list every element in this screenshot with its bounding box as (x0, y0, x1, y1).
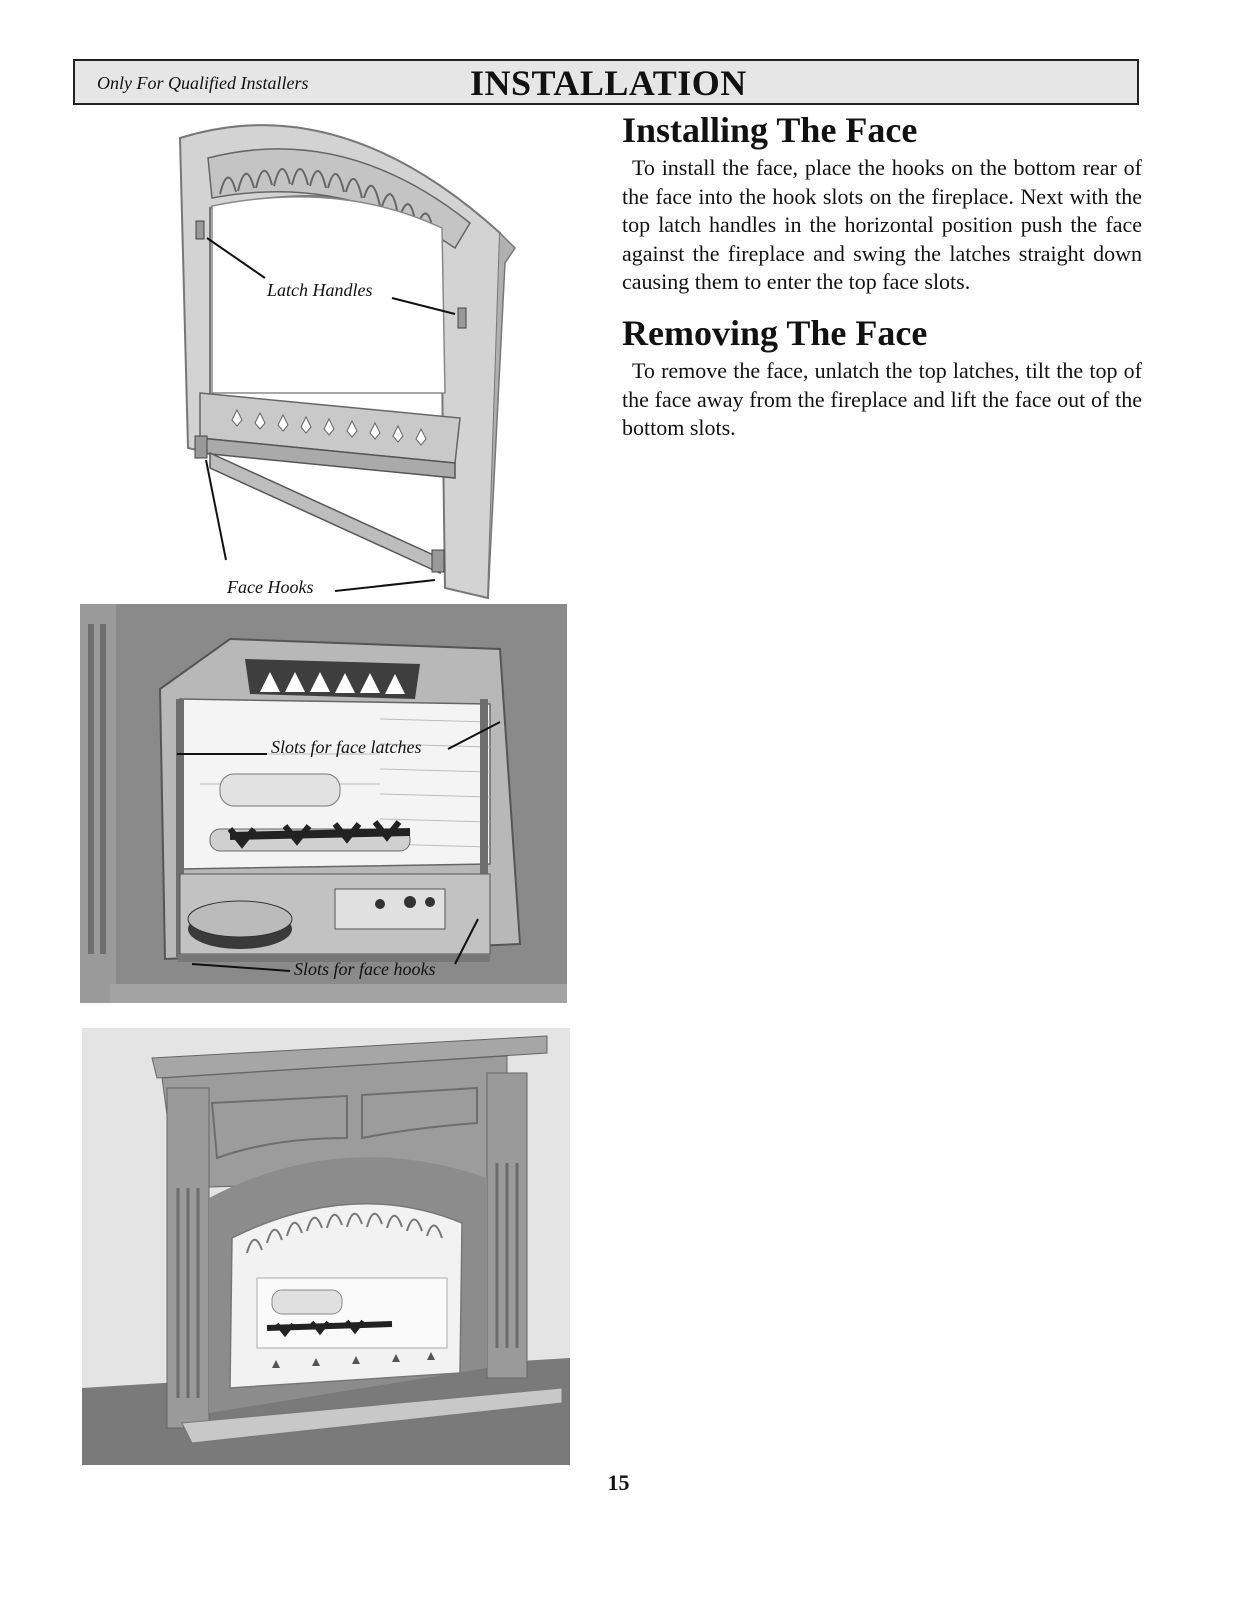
header-qualifier: Only For Qualified Installers (97, 73, 309, 93)
face-illustration (170, 118, 530, 603)
face-hooks-label: Face Hooks (227, 577, 314, 597)
latch-slots-label: Slots for face latches (271, 737, 422, 757)
fireplace-mantel-illustration (82, 1028, 570, 1465)
header-title: INSTALLATION (470, 63, 747, 103)
firebox-illustration (80, 604, 567, 1003)
section-body: To remove the face, unlatch the top latches, tilt the top of the face away from the fireplace and lift the face out of the bottom slots. (622, 358, 1142, 440)
latch-handles-label: Latch Handles (267, 280, 373, 300)
hook-slots-label: Slots for face hooks (294, 959, 436, 979)
section-installing (622, 110, 1142, 297)
section-heading: Removing The Face (622, 313, 928, 353)
page-number: 15 (607, 1470, 630, 1495)
section-heading: Installing The Face (622, 110, 918, 150)
section-removing (622, 313, 1142, 443)
page-header (73, 59, 1139, 105)
section-body: To install the face, place the hooks on the bottom rear of the face into the hook slots on the fireplace. Next with the top latch handles in the horizontal position push the face against the fireplace and swing the latches straight down causing them to enter the top face slots. (622, 155, 1142, 294)
